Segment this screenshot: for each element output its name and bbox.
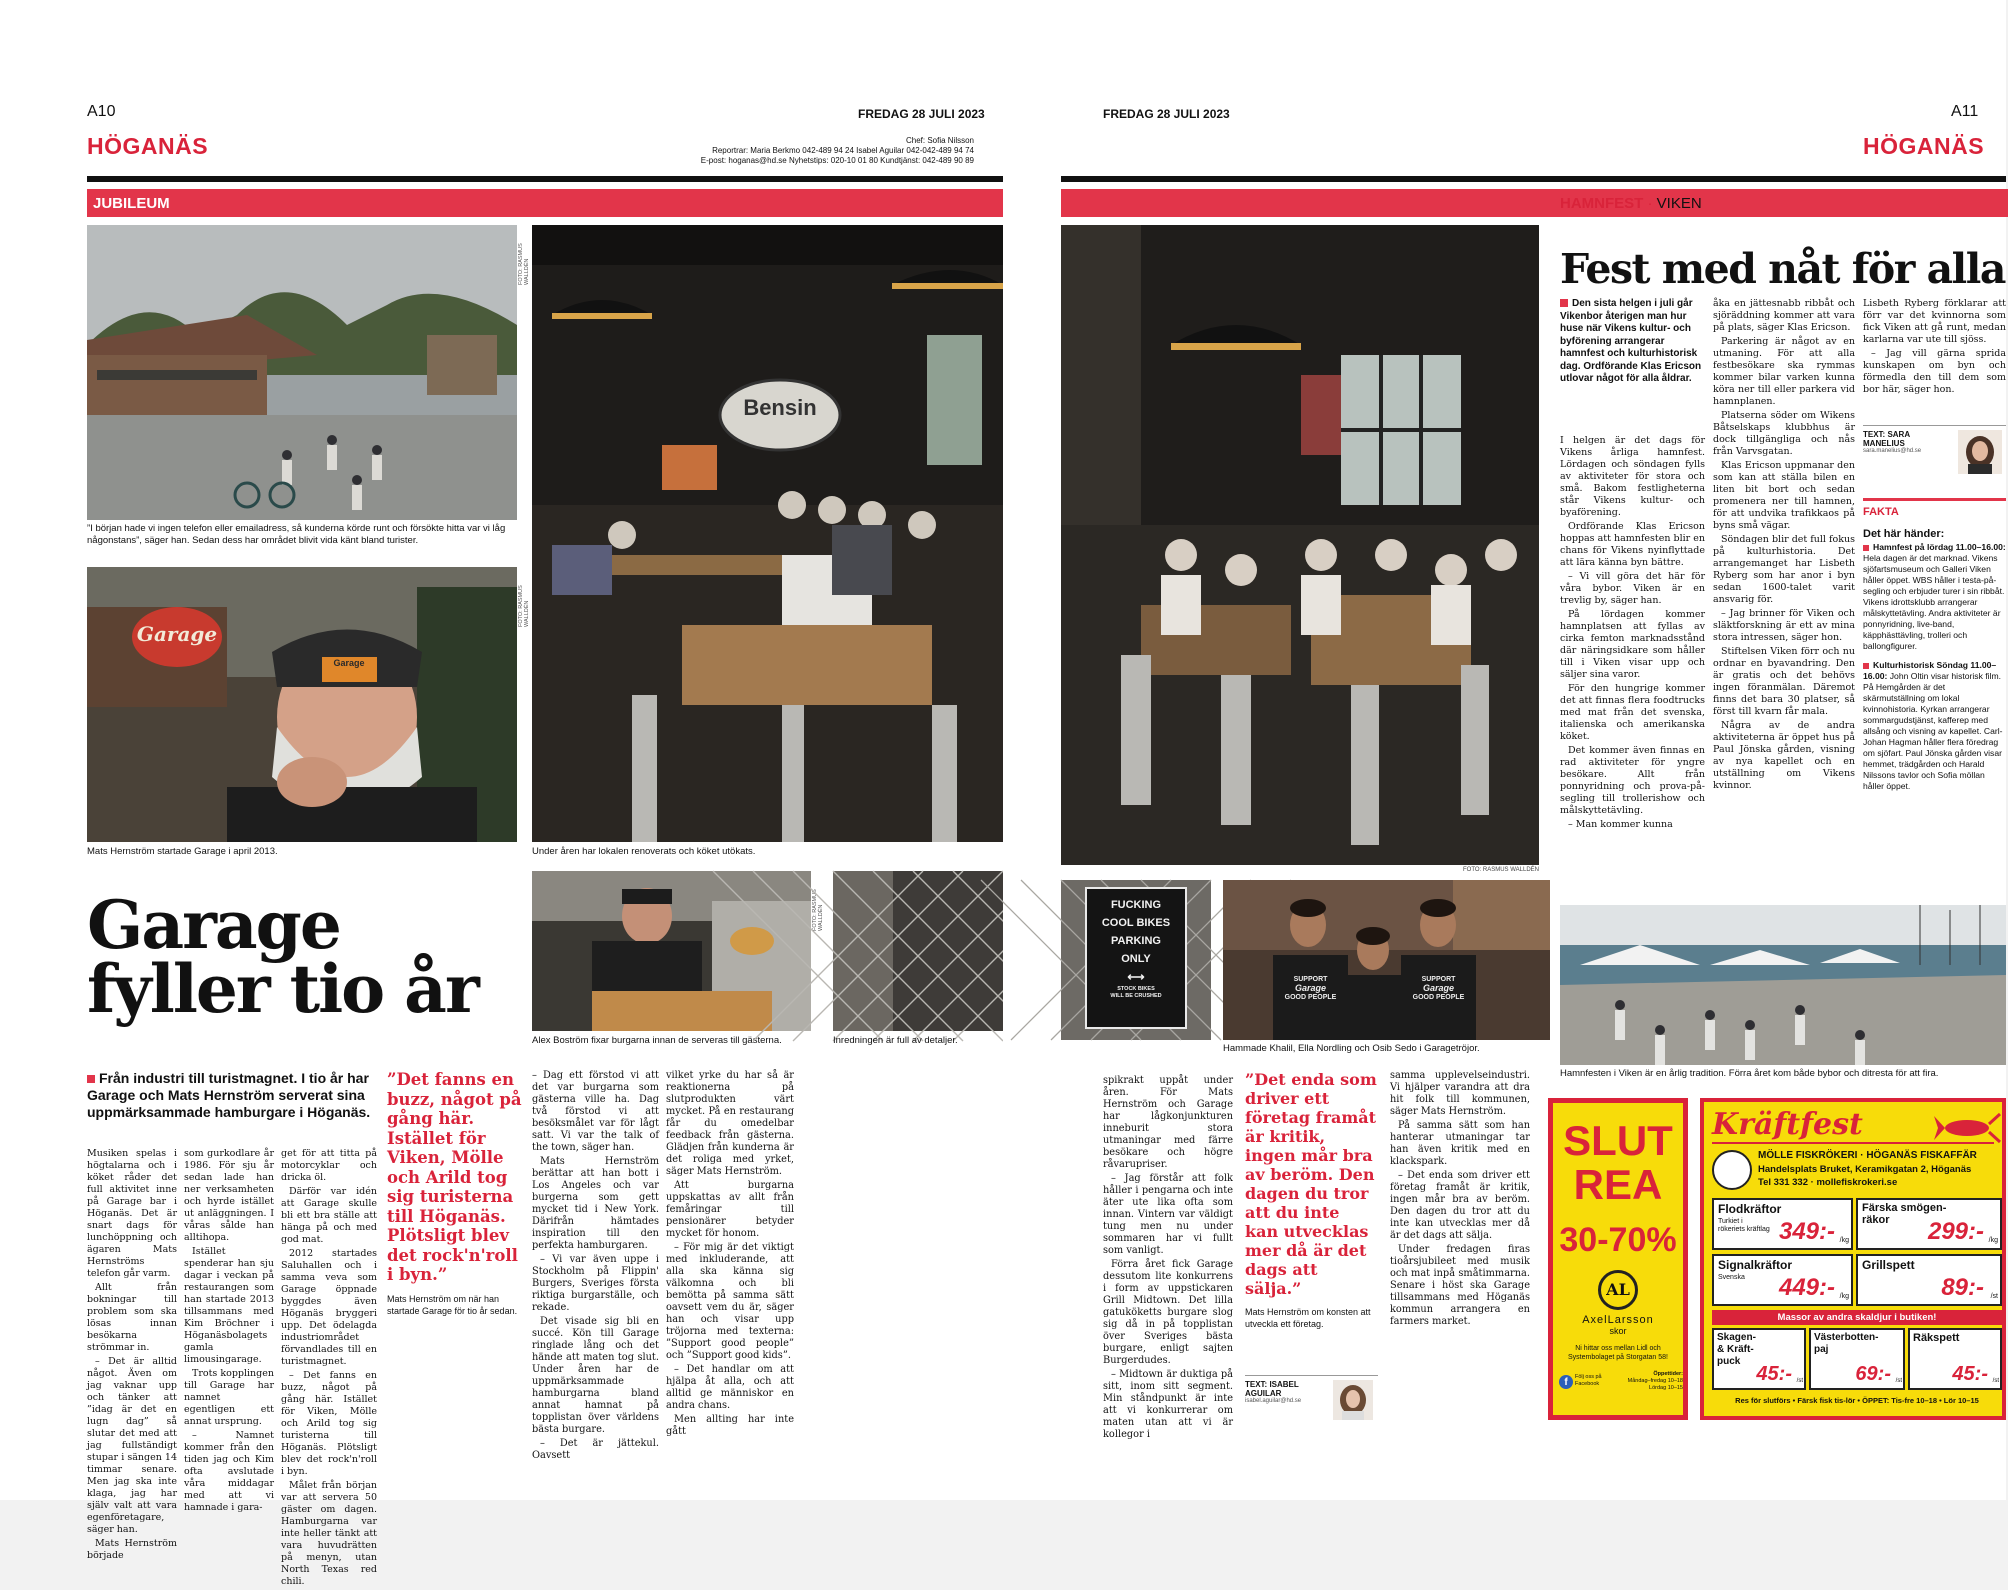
header-rule	[87, 176, 1003, 182]
page-number: A10	[87, 103, 116, 120]
paragraph: åka en jättesnabb ribbåt och sjöräddning kommer att vara på plats, säger Klas Ericson.	[1713, 298, 1855, 333]
paragraph: Mats Hernström började	[87, 1538, 177, 1561]
ad2-banner: Massor av andra skaldjur i butiken!	[1712, 1310, 2002, 1325]
paragraph: Trots kopplingen till Garage har namnet egentligen ett annat ursprung.	[184, 1368, 274, 1427]
cont-col-1	[1103, 1075, 1233, 1443]
paragraph: Mats Hernström berättar att han bott i Los Angeles och var burgerna som gett mycket tid i New York. Därifrån hämtades inspiration till den perfekta hamburgaren.	[532, 1156, 659, 1251]
page-date: FREDAG 28 JULI 2023	[1103, 107, 1230, 121]
sign-line: COOL BIKES	[1101, 917, 1171, 929]
paragraph: spikrakt uppåt under åren. För Mats Hernström och Garage har lågkonjunkturen inneburit stora utmaningar med färre besökare och högre råvarupriser.	[1103, 1075, 1233, 1170]
paragraph: Allt från bokningar till problem som ska lösas innan besökarna strömmar in.	[87, 1282, 177, 1353]
shirt-line: SUPPORT	[1421, 976, 1456, 983]
ad-kraftfest[interactable]	[1700, 1098, 2006, 1420]
ad2-title: Kräftfest	[1712, 1107, 1863, 1142]
byline-label: TEXT: ISABEL AGUILAR	[1245, 1380, 1299, 1398]
body-col-1	[87, 1148, 177, 1564]
kicker-place: VIKEN	[1656, 195, 1702, 212]
bullet-square	[1560, 299, 1568, 307]
fakta-item-bold: Hamnfest på lördag 11.00–16.00:	[1873, 542, 2006, 552]
item-name: Färska smögen-räkor	[1862, 1202, 1947, 1226]
section-title: HÖGANÄS	[87, 133, 209, 159]
bullet-square	[1863, 663, 1869, 669]
tag-bar	[87, 189, 1003, 217]
sign-line: PARKING	[1111, 935, 1161, 947]
tag-label: JUBILEUM	[93, 195, 170, 212]
ad2-footer: Res för slutförs • Färsk fisk tis-lör • ÖPPET: Tis-fre 10–18 • Lör 10–15	[1735, 1396, 1979, 1405]
byline-label: TEXT: SARA MANELIUS	[1863, 430, 1910, 448]
headline-line-1: Garage	[87, 886, 340, 964]
caption-portrait: Mats Hernström startade Garage i april 2013.	[87, 846, 278, 857]
item-unit: /st	[1990, 1293, 1998, 1300]
item-price: 45:-	[1756, 1363, 1792, 1385]
paragraph: Det visade sig bli en succé. Kön till Garage ringlade lång och det hände att maten tog slut. Under åren har de uppmärksammade hamburgarna bland annat hamnat på topplistan över världens bästa burgare.	[532, 1316, 659, 1435]
fakta-item-2	[1863, 660, 2006, 792]
item-unit: /st	[1895, 1378, 1902, 1384]
quote-attribution: Mats Hernström om konsten att utveckla ett företag.	[1245, 1307, 1371, 1329]
staff-contact: E-post: hoganas@hd.se Nyhetstips: 020-10 01 80 Kundtjänst: 042-489 90 89	[700, 156, 974, 165]
paragraph: Men allting har inte gått	[666, 1414, 794, 1437]
bike-sign-text	[1086, 896, 1186, 1000]
paragraph: Klas Ericson uppmanar den som kan att ställa bilen en liten bit bort och sedan promenera ner till hamnen, för att undvika trafikkaos på byns små vägar.	[1713, 460, 1855, 531]
fakta-item-text: John Oltin visar historisk film. På Hemgården är det skärmutställning om lokal kvinnohistoria. Kyrkan arrangerar sommargudstjänst, kafferep med allsång och visning av kapellet. Carl-Johan Hagman håller flera föredrag om sjöfart. Paul Jönska gården visar hemmet, trädgården och Harald Nilssons tavlor och Sofia möllan håller öppet.	[1863, 671, 2003, 791]
photo-credit: FOTO: RASMUS WALLDÉN	[812, 889, 824, 931]
photo-credit: FOTO: RASMUS WALLDÉN	[518, 243, 530, 285]
ad2-company: MÖLLE FISKRÖKERI · HÖGANÄS FISKAFFÄR	[1758, 1150, 1977, 1161]
paragraph: – Dag ett förstod vi att det var burgarna som gästerna ville ha. Dag två förstod vi att besöksmålet var för lågt satt. Vi var the talk of the town, säger han.	[532, 1070, 659, 1153]
fakta-title: FAKTA	[1863, 506, 1899, 518]
paragraph: Målet från början var att servera 50 gäster om dagen. Hamburgarna var inte heller tänkt att vara huvudrätten på menyn, utan North Texas red chili.	[281, 1480, 377, 1587]
item-price: 45:-	[1952, 1363, 1988, 1385]
paragraph: Ordförande Klas Ericson hoppas att hamnfesten blir en chans för Vikens nyinflyttade att lära känna byn bättre.	[1560, 521, 1705, 568]
byline-email: sara.manelius@hd.se	[1863, 448, 1922, 454]
company-logo-icon	[1712, 1150, 1752, 1190]
ad-location: Ni hittar oss mellan Lidl och Systembolaget på Storgatan 58!	[1567, 1345, 1668, 1361]
price-item	[1856, 1254, 2002, 1306]
page-number: A11	[1951, 103, 1979, 120]
item-name: Flodkräftor	[1718, 1202, 1782, 1216]
paragraph: På samma sätt som han hanterar utmaningar tar han även kritik med en klackspark.	[1390, 1120, 1530, 1167]
ad-facebook: Följ oss på Facebook	[1575, 1374, 1602, 1387]
paragraph: – Det är alltid något. Även om jag vaknar upp och tänker att ”idag är det en lugn dag” så slutar det med att jag fullständigt stupar i sängen 14 timmar senare. Men jag ska inte klaga, jag har själv valt att vara egenföretagare, säger han.	[87, 1356, 177, 1535]
fakta-item-bold: Kulturhistorisk Söndag 11.00–16.00:	[1863, 660, 1997, 681]
paragraph: – Det handlar om att hjälpa åt alla, och att alltid ge människor en andra chans.	[666, 1364, 794, 1411]
item-price: 349:-	[1778, 1218, 1835, 1245]
item-name: Västerbotten-paj	[1814, 1332, 1879, 1355]
item-sub: Turkiet i rökeriets kräftlag	[1718, 1218, 1770, 1233]
cap-logo-text: Garage	[333, 658, 365, 668]
right-col-3	[1863, 298, 2006, 398]
paragraph: Under fredagen firas tioårsjubileet med musik och mat inpå småtimmarna. Senare i höst ska Garage tillsammans med Höganäs kommun arrangera en farmers market.	[1390, 1244, 1530, 1327]
item-name: Skagen- & Kräft-puck	[1717, 1332, 1756, 1367]
sign-line: WILL BE CRUSHED	[1110, 993, 1162, 999]
quote-attribution: Mats Hernström om när han startade Garage för tio år sedan.	[387, 1293, 518, 1316]
bensin-sign: Bensin	[743, 395, 817, 420]
pull-quote	[1245, 1070, 1378, 1330]
paragraph: I helgen är det dags för Vikens årliga hamnfest. Lördagen och söndagen fylls av aktiviteter för stora och små. Bakom festligheterna står Vikens kultur- och byaförening.	[1560, 435, 1705, 518]
portrait-photo	[87, 567, 517, 842]
ad-brand: AxelLarsson	[1582, 1314, 1654, 1326]
ad-hours-text: Måndag–fredag 10–18 Lördag 10–15	[1627, 1378, 1683, 1391]
kicker: HAMNFEST · VIKEN	[1560, 195, 1702, 212]
photo-credit: FOTO: RASMUS WALLDÉN	[1462, 867, 1539, 873]
headline	[87, 886, 532, 1028]
right-lead	[1560, 298, 1705, 386]
price-item	[1809, 1328, 1905, 1390]
avatar	[1333, 1380, 1373, 1420]
item-price: 69:-	[1855, 1363, 1891, 1385]
paragraph: – Det är jättekul. Oavsett	[532, 1438, 659, 1461]
byline-isabel	[1245, 1375, 1378, 1423]
caption-detail: Inredningen är full av detaljer.	[833, 1035, 958, 1046]
staff-box	[560, 136, 974, 166]
sign-line: FUCKING	[1110, 899, 1162, 911]
body-col-6	[666, 1070, 794, 1440]
item-sub: Svenska	[1718, 1274, 1745, 1281]
staff-chief: Chef: Sofia Nilsson	[905, 136, 974, 145]
paragraph: – Det fanns en buzz, något på gång här. Istället för Viken, Mölle och Arild tog sig turisterna till Höganäs. Plötsligt blev det rock'n'roll i byn.	[281, 1370, 377, 1477]
price-item	[1712, 1254, 1853, 1306]
item-price: 299:-	[1927, 1218, 1984, 1245]
ad-line: REA	[1573, 1161, 1663, 1208]
lead-text: Från industri till turistmagnet. I tio år har Garage och Mats Hernström serverat sina uppmärksammade hamburgare i Höganäs.	[87, 1070, 371, 1120]
section-title: HÖGANÄS	[1863, 133, 1985, 159]
paragraph: som gurkodlare år 1986. För sju år sedan lade han ner verksamheten och hyrde istället ut anläggningen. I våras sålde han alltihopa.	[184, 1148, 274, 1243]
paragraph: Därför var idén att Garage skulle bli ett bra ställe att hänga på och med god mat.	[281, 1186, 377, 1245]
staff-reporters: Reportrar: Maria Berkmo 042-489 94 24 Isabel Aguilar 042-042-489 94 74	[712, 146, 974, 155]
item-name: Grillspett	[1862, 1258, 1915, 1272]
paragraph: Istället spenderar han sju dagar i veckan på restaurangen som han startade 2013 tillsammans med Kim Bröchner i Höganäsbolagets gamla limousingarage.	[184, 1246, 274, 1365]
paragraph: – Vi vill göra det här för våra bybor. Viken är en trevlig by, säger han.	[1560, 571, 1705, 606]
caption-street: ”I början hade vi ingen telefon eller emailadress, så kunderna körde runt och försökte hitta var vi låg någonstans”, säger han. Sedan dess har området blivit vida känt bland turister.	[87, 523, 506, 546]
quote-text: ”Det fanns en buzz, något på gång här. Istället för Viken, Mölle och Arild tog sig turisterna till Höganäs. Plötsligt blev det rock'n'roll i byn.”	[387, 1070, 522, 1284]
item-price: 449:-	[1778, 1274, 1835, 1301]
sign-line: ONLY	[1121, 953, 1151, 965]
paragraph: Stiftelsen Viken förr och nu ordnar en byavandring. Den är gratis och det behövs ingen föranmälan. Däremot finns det bara 30 platser, så först till kvarn får mala.	[1713, 646, 1855, 717]
shirt-print	[1273, 975, 1348, 1002]
cont-col-3	[1390, 1070, 1530, 1330]
right-page	[1003, 0, 2006, 1500]
paragraph: – Namnet kommer från den tiden jag och Kim ofta avslutade våra middagar med att vi hamnade i gara-	[184, 1430, 274, 1513]
photo-credit: FOTO: RASMUS WALLDÉN	[518, 585, 530, 627]
bike-sign-photo	[1061, 880, 1211, 1040]
chef-photo	[532, 871, 811, 1031]
paragraph: 2012 startades Saluhallen och i samma veva som Garage öppnade byggdes även Höganäs bryggeri upp. Det ödelagda industriområdet förvandlades till en turistmagnet.	[281, 1248, 377, 1367]
paragraph: Musiken spelas i högtalarna och i köket råder det full aktivitet inne på Garage bar i Höganäs. Det är snart dags för lunchöppning och ägaren Mats Hernströms telefon går varm.	[87, 1148, 177, 1279]
ad-percent: 30-70%	[1559, 1221, 1677, 1259]
caption-staff: Hammade Khalil, Ella Nordling och Osib Sedo i Garagetröjor.	[1223, 1043, 1480, 1054]
ad-line: SLUT	[1563, 1117, 1673, 1164]
shirt-print	[1401, 975, 1476, 1002]
paragraph: – Jag vill gärna sprida kunskapen om byn och förmedla den till dem som bor här, säger hon.	[1863, 348, 2006, 395]
cap-logo	[321, 658, 377, 668]
shirt-line: GOOD PEOPLE	[1412, 994, 1465, 1001]
item-unit: /kg	[1839, 1293, 1849, 1300]
page-date: FREDAG 28 JULI 2023	[858, 107, 985, 121]
body-col-2	[184, 1148, 274, 1516]
article-lead	[87, 1070, 372, 1121]
pull-quote	[387, 1070, 522, 1317]
caption-chef: Alex Boström fixar burgarna innan de serveras till gästerna.	[532, 1035, 782, 1046]
body-col-5	[532, 1070, 659, 1464]
ad-hours	[1619, 1371, 1683, 1392]
lobster-icon	[1932, 1108, 2002, 1146]
paragraph: Några av de andra aktiviteterna är öppet hus på Paul Jönska gården, visning av nya kapellet och en utställning om Vikens kvinnor.	[1713, 720, 1855, 791]
paragraph: – För mig är det viktigt med inkluderande, att alla ska känna sig välkomna och bli bemötta på samma sätt oavsett vem du är, säger han och visar upp tröjorna med texterna: ”Support good people” och ”Support good kids”.	[666, 1242, 794, 1361]
right-col-2	[1713, 298, 1855, 794]
paragraph: – Jag förstår att folk håller i pengarna och inte äter ute lika ofta som innan. Vintern var väldigt tung men nu under sommaren har vi fullt som vanligt.	[1103, 1173, 1233, 1256]
restaurant-photo	[1061, 225, 1539, 865]
ad2-address: Handelsplats Bruket, Keramikgatan 2, Höganäs	[1758, 1164, 1972, 1175]
shirt-line: Garage	[1422, 983, 1455, 993]
ad-hours-title: Öppettider:	[1653, 1371, 1683, 1377]
paragraph: För den hungrige kommer det att finnas flera foodtrucks med mat från det svenska, italienska och amerikanska köket.	[1560, 683, 1705, 742]
paragraph: Söndagen blir det full fokus på kulturhistoria. Det arrangemanget har Lisbeth Ryberg som har anor i byn sedan 1600-talet varit ansvarig för.	[1713, 534, 1855, 605]
caption-harbor: Hamnfesten i Viken är en årlig tradition. Förra året kom både bybor och ditresta för att fira.	[1560, 1068, 1939, 1079]
staff-photo	[1223, 880, 1550, 1040]
paragraph: Förra året fick Garage dessutom lite konkurrens i form av uppstickaren Grill Midtown. Det lilla gatuköketts burgare slog sig då in på topplistan över Sveriges bästa burgare, enligt sajten Burgerdudes.	[1103, 1259, 1233, 1366]
item-unit: /kg	[1988, 1237, 1998, 1244]
shirt-line: SUPPORT	[1293, 976, 1328, 983]
caption-restaurant: Under åren har lokalen renoverats och köket utökats.	[532, 846, 756, 857]
bullet-square	[87, 1075, 95, 1083]
headline-line-2: fyller tio år	[87, 950, 478, 1028]
ad2-contact: Tel 331 332 · mollefiskrokeri.se	[1758, 1177, 1898, 1188]
quote-text: ”Det enda som driver ett företag framåt är kritik, ingen mår bra av beröm. Den dagen du tror att du inte kan utvecklas mer då är det dags att sälja.”	[1245, 1070, 1377, 1298]
byline-email: isabel.aguilar@hd.se	[1245, 1398, 1302, 1404]
garage-neon-sign: Garage	[136, 622, 218, 646]
paragraph: Lisbeth Ryberg förklarar att förr var det kvinnorna som fick Viken att gå runt, medan karlarna var ute till sjöss.	[1863, 298, 2006, 345]
detail-photo	[833, 871, 1003, 1031]
ad-brand-sub: skor	[1609, 1326, 1627, 1336]
paragraph: Platserna söder om Wikens Båtselskaps klubbhus är dock tillgängliga och nås från Varvsgatan.	[1713, 410, 1855, 457]
kicker-tag: HAMNFEST	[1560, 195, 1644, 212]
ad-slutrea[interactable]	[1548, 1098, 1688, 1420]
ad-headline	[1553, 1119, 1683, 1207]
paragraph: – Det enda som driver ett företag framåt är kritik, ingen mår bra av beröm. Den dagen du tror att du inte kan utvecklas mer då är det dags att sälja.	[1390, 1170, 1530, 1241]
paragraph: get för att titta på motorcyklar och dricka öl.	[281, 1148, 377, 1183]
paragraph: – Jag brinner för Viken och släktforskning är ett av mina stora intressen, säger hon.	[1713, 608, 1855, 643]
paragraph: – Vi var även uppe i Stockholm på Flippin' Burgers, Sveriges första riktiga burgarställe, och rekade.	[532, 1254, 659, 1313]
item-price: 89:-	[1941, 1274, 1984, 1301]
restaurant-photo	[532, 225, 1003, 842]
price-item	[1908, 1328, 2002, 1390]
fakta-item-text: Hela dagen är det marknad. Vikens sjöfartsmuseum och Galleri Viken håller öppet. WBS håller i testa-på-segling och erbjuder turer i sin ribbåt. Vikens idrottsklubb arrangerar målskyttetävling. Andra aktiviteter är ponnyridning, live-band, käpphästtävling, trolleri och ballongfigurer.	[1863, 553, 2005, 651]
byline-sara	[1863, 425, 2006, 475]
price-item	[1712, 1328, 1806, 1390]
shirt-line: Garage	[1294, 983, 1327, 993]
fakta-heading: Det här händer:	[1863, 528, 1945, 540]
paragraph: På lördagen kommer hamnplatsen att fyllas av cirka femton marknadsstånd där näringsidkare som håller till i Viken visar upp och säljer sina varor.	[1560, 609, 1705, 680]
tag-bar	[1061, 189, 2008, 217]
fakta-box	[1863, 498, 2006, 792]
shirt-line: GOOD PEOPLE	[1284, 994, 1337, 1001]
body-col-3	[281, 1148, 377, 1590]
paragraph: vilket yrke du har så är reaktionerna på slutprodukten värt mycket. På en restaurang får du omedelbar feedback från gästerna. Glädjen från kunderna är det roliga med yrket, säger Mats Hernström.	[666, 1070, 794, 1177]
right-headline: Fest med nåt för alla	[1560, 245, 2005, 293]
paragraph: – Man kommer kunna	[1568, 819, 1673, 830]
arrow-icon: ⟷	[1127, 970, 1145, 984]
paragraph: samma upplevelseindustri. Vi hjälper varandra att dra hit folk till kommunen, säger Mats Hernström.	[1390, 1070, 1530, 1117]
item-name: Signalkräftor	[1718, 1258, 1793, 1272]
paragraph: – Midtown är duktiga på sitt, inom sitt segment. Min ståndpunkt är inte att vi konkurrerar om maten utan att vi är kollegor i	[1103, 1369, 1233, 1440]
facebook-icon[interactable]: f	[1559, 1375, 1573, 1389]
sign-line: STOCK BIKES	[1117, 986, 1155, 992]
right-col-1	[1560, 435, 1705, 833]
price-item	[1856, 1198, 2002, 1250]
harbor-photo	[1560, 905, 2006, 1065]
item-name: Räkspett	[1913, 1332, 1960, 1344]
header-rule	[1061, 176, 2006, 182]
street-photo	[87, 225, 517, 520]
item-unit: /kg	[1839, 1237, 1849, 1244]
price-item	[1712, 1198, 1853, 1250]
left-page	[0, 0, 1003, 1587]
bullet-square	[1863, 545, 1869, 551]
paragraph: Parkering är något av en utmaning. För att alla festbesökare ska rymmas kommer bilar varken kunna köra ner till eller parkera vid hamnplanen.	[1713, 336, 1855, 407]
fakta-item-1	[1863, 542, 2006, 652]
paragraph: Det kommer även finnas en rad aktiviteter för yngre besökare. Allt från ponnyridning och prova-på-segling till trollerishow och målskyttetävling.	[1560, 745, 1705, 816]
avatar	[1958, 430, 2002, 474]
lead-text: Den sista helgen i juli går Vikenbor återigen man hur huse när Vikens kultur- och byförening arrangerar hamnfest och kulturhistorisk dag. Ordförande Klas Ericson utlovar något för alla åldrar.	[1560, 298, 1702, 384]
item-unit: /st	[1796, 1378, 1803, 1384]
brand-logo-icon: AL	[1598, 1270, 1638, 1310]
item-unit: /st	[1992, 1378, 1999, 1384]
paragraph: Att burgarna uppskattas av allt från femåringar till pensionärer betyder mycket för honom.	[666, 1180, 794, 1239]
